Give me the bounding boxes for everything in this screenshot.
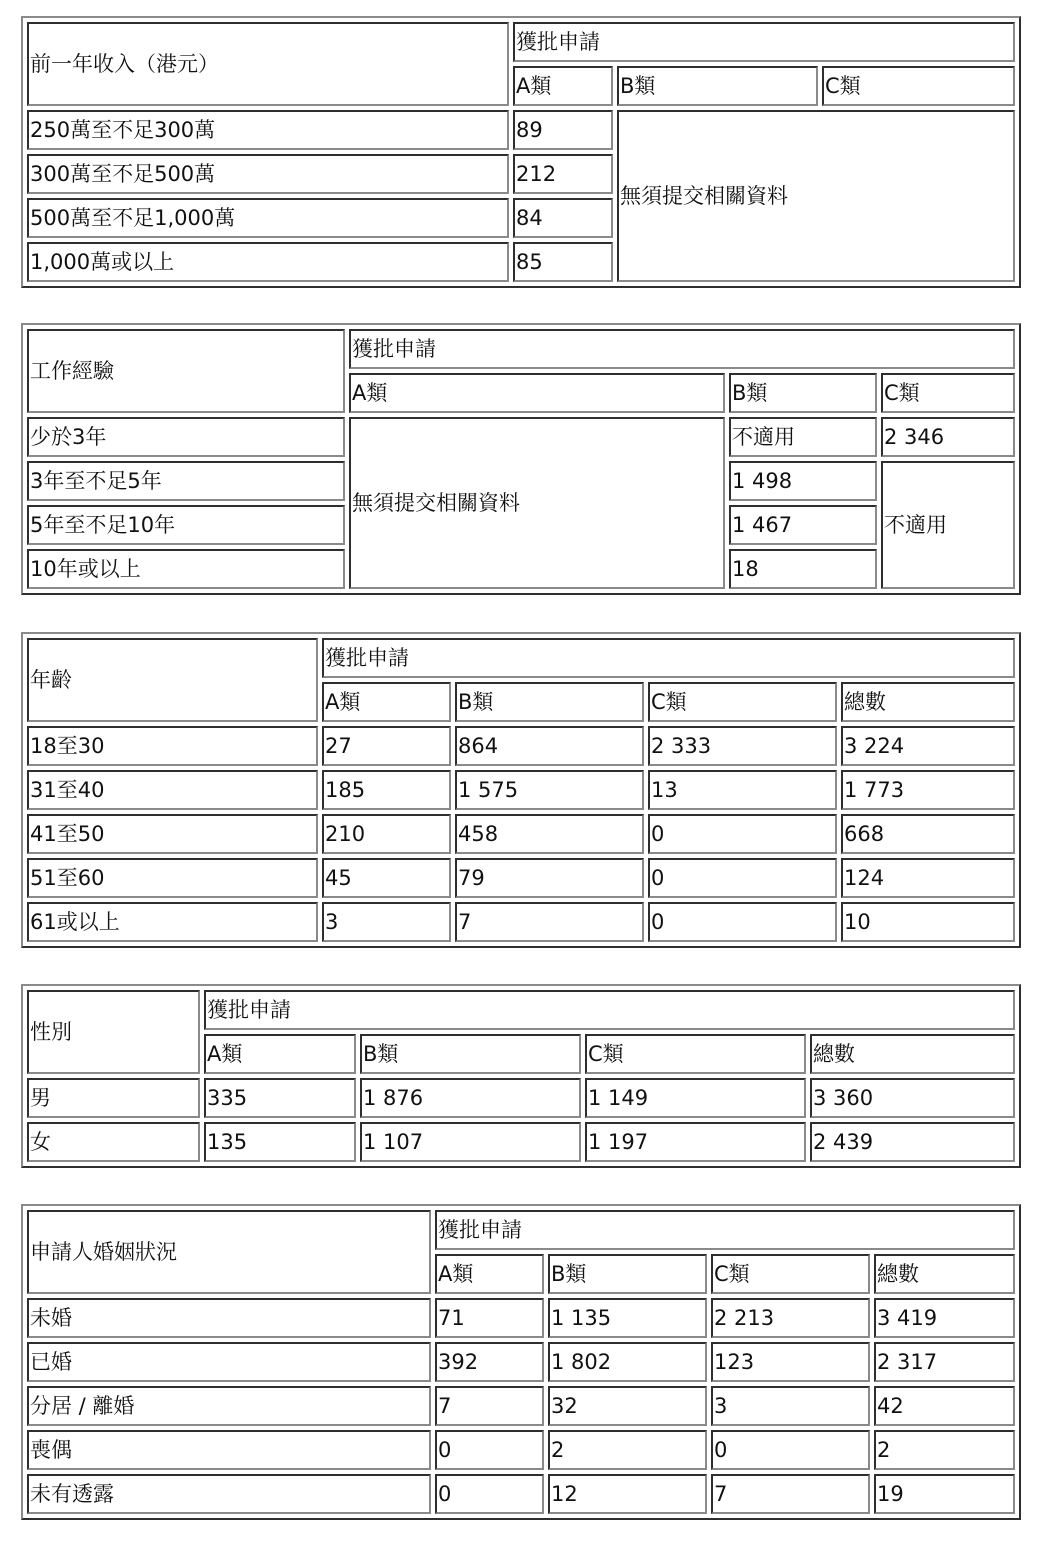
cell-c: 2 213 xyxy=(711,1298,870,1338)
col-header-a: A類 xyxy=(349,373,725,413)
cell-c: 13 xyxy=(648,770,837,810)
row-header-experience: 工作經驗 xyxy=(27,329,345,413)
cell-c: 2 346 xyxy=(881,417,1015,457)
row-label: 5年至不足10年 xyxy=(27,505,345,545)
col-header-c: C類 xyxy=(585,1034,806,1074)
row-label: 300萬至不足500萬 xyxy=(27,154,509,194)
cell-b: 79 xyxy=(455,858,644,898)
merged-note-bc: 無須提交相關資料 xyxy=(617,110,1015,282)
cell-b: 458 xyxy=(455,814,644,854)
table-row xyxy=(27,1430,1015,1470)
row-label: 喪偶 xyxy=(27,1430,431,1470)
cell-b: 1 575 xyxy=(455,770,644,810)
approved-header: 獲批申請 xyxy=(204,990,1015,1030)
cell-total: 3 360 xyxy=(810,1078,1015,1118)
cell-c: 2 333 xyxy=(648,726,837,766)
cell-total: 1 773 xyxy=(841,770,1015,810)
col-header-c: C類 xyxy=(822,66,1015,106)
cell-b: 不適用 xyxy=(729,417,877,457)
cell-total: 42 xyxy=(874,1386,1015,1426)
table-row xyxy=(27,1078,1015,1118)
approved-header: 獲批申請 xyxy=(322,638,1015,678)
cell-a: 185 xyxy=(322,770,451,810)
col-header-total: 總數 xyxy=(841,682,1015,722)
experience-table xyxy=(21,323,1021,595)
row-label: 已婚 xyxy=(27,1342,431,1382)
row-label: 男 xyxy=(27,1078,200,1118)
table-row xyxy=(27,1474,1015,1514)
table-row xyxy=(27,858,1015,898)
merged-note-c: 不適用 xyxy=(881,461,1015,589)
cell-total: 2 439 xyxy=(810,1122,1015,1162)
cell-a: 89 xyxy=(513,110,613,150)
cell-total: 2 xyxy=(874,1430,1015,1470)
cell-b: 1 107 xyxy=(360,1122,581,1162)
cell-a: 85 xyxy=(513,242,613,282)
cell-b: 1 498 xyxy=(729,461,877,501)
cell-b: 12 xyxy=(548,1474,707,1514)
cell-a: 210 xyxy=(322,814,451,854)
col-header-total: 總數 xyxy=(810,1034,1015,1074)
row-label: 少於3年 xyxy=(27,417,345,457)
cell-total: 10 xyxy=(841,902,1015,942)
table-row xyxy=(27,110,1015,150)
col-header-a: A類 xyxy=(204,1034,356,1074)
table-row xyxy=(27,770,1015,810)
row-label: 250萬至不足300萬 xyxy=(27,110,509,150)
cell-total: 19 xyxy=(874,1474,1015,1514)
cell-total: 124 xyxy=(841,858,1015,898)
col-header-a: A類 xyxy=(513,66,613,106)
cell-a: 392 xyxy=(435,1342,544,1382)
cell-c: 1 149 xyxy=(585,1078,806,1118)
col-header-b: B類 xyxy=(360,1034,581,1074)
row-label: 61或以上 xyxy=(27,902,318,942)
cell-b: 2 xyxy=(548,1430,707,1470)
col-header-b: B類 xyxy=(617,66,818,106)
cell-total: 3 224 xyxy=(841,726,1015,766)
table-row xyxy=(27,1122,1015,1162)
cell-a: 3 xyxy=(322,902,451,942)
cell-c: 0 xyxy=(648,902,837,942)
approved-header: 獲批申請 xyxy=(513,22,1015,62)
cell-a: 45 xyxy=(322,858,451,898)
cell-c: 7 xyxy=(711,1474,870,1514)
income-table xyxy=(21,16,1021,288)
marital-table xyxy=(21,1204,1021,1520)
row-label: 10年或以上 xyxy=(27,549,345,589)
table-row xyxy=(27,417,1015,457)
approved-header: 獲批申請 xyxy=(435,1210,1015,1250)
cell-b: 7 xyxy=(455,902,644,942)
row-header-age: 年齡 xyxy=(27,638,318,722)
cell-a: 0 xyxy=(435,1430,544,1470)
row-label: 3年至不足5年 xyxy=(27,461,345,501)
row-label: 女 xyxy=(27,1122,200,1162)
table-row xyxy=(27,1342,1015,1382)
cell-c: 1 197 xyxy=(585,1122,806,1162)
cell-a: 71 xyxy=(435,1298,544,1338)
cell-c: 0 xyxy=(711,1430,870,1470)
cell-b: 1 802 xyxy=(548,1342,707,1382)
approved-header: 獲批申請 xyxy=(349,329,1015,369)
cell-a: 84 xyxy=(513,198,613,238)
col-header-c: C類 xyxy=(881,373,1015,413)
row-header-marital: 申請人婚姻狀況 xyxy=(27,1210,431,1294)
col-header-b: B類 xyxy=(548,1254,707,1294)
cell-total: 3 419 xyxy=(874,1298,1015,1338)
cell-a: 27 xyxy=(322,726,451,766)
row-label: 未婚 xyxy=(27,1298,431,1338)
cell-a: 0 xyxy=(435,1474,544,1514)
cell-b: 32 xyxy=(548,1386,707,1426)
cell-b: 1 135 xyxy=(548,1298,707,1338)
cell-c: 0 xyxy=(648,858,837,898)
table-row xyxy=(27,1298,1015,1338)
row-label: 分居 / 離婚 xyxy=(27,1386,431,1426)
col-header-c: C類 xyxy=(711,1254,870,1294)
row-label: 41至50 xyxy=(27,814,318,854)
cell-a: 335 xyxy=(204,1078,356,1118)
row-label: 51至60 xyxy=(27,858,318,898)
col-header-a: A類 xyxy=(322,682,451,722)
row-label: 31至40 xyxy=(27,770,318,810)
table-row xyxy=(27,726,1015,766)
table-row xyxy=(27,902,1015,942)
row-header-income: 前一年收入（港元） xyxy=(27,22,509,106)
col-header-b: B類 xyxy=(455,682,644,722)
col-header-b: B類 xyxy=(729,373,877,413)
gender-table xyxy=(21,984,1021,1168)
cell-c: 3 xyxy=(711,1386,870,1426)
cell-b: 864 xyxy=(455,726,644,766)
cell-c: 0 xyxy=(648,814,837,854)
cell-b: 18 xyxy=(729,549,877,589)
row-label: 未有透露 xyxy=(27,1474,431,1514)
cell-a: 135 xyxy=(204,1122,356,1162)
age-table xyxy=(21,632,1021,948)
col-header-c: C類 xyxy=(648,682,837,722)
cell-total: 668 xyxy=(841,814,1015,854)
row-label: 18至30 xyxy=(27,726,318,766)
merged-note-a: 無須提交相關資料 xyxy=(349,417,725,589)
col-header-a: A類 xyxy=(435,1254,544,1294)
row-label: 500萬至不足1,000萬 xyxy=(27,198,509,238)
row-label: 1,000萬或以上 xyxy=(27,242,509,282)
cell-a: 7 xyxy=(435,1386,544,1426)
cell-c: 123 xyxy=(711,1342,870,1382)
cell-b: 1 467 xyxy=(729,505,877,545)
table-row xyxy=(27,814,1015,854)
table-row xyxy=(27,1386,1015,1426)
cell-total: 2 317 xyxy=(874,1342,1015,1382)
col-header-total: 總數 xyxy=(874,1254,1015,1294)
cell-a: 212 xyxy=(513,154,613,194)
cell-b: 1 876 xyxy=(360,1078,581,1118)
row-header-gender: 性別 xyxy=(27,990,200,1074)
